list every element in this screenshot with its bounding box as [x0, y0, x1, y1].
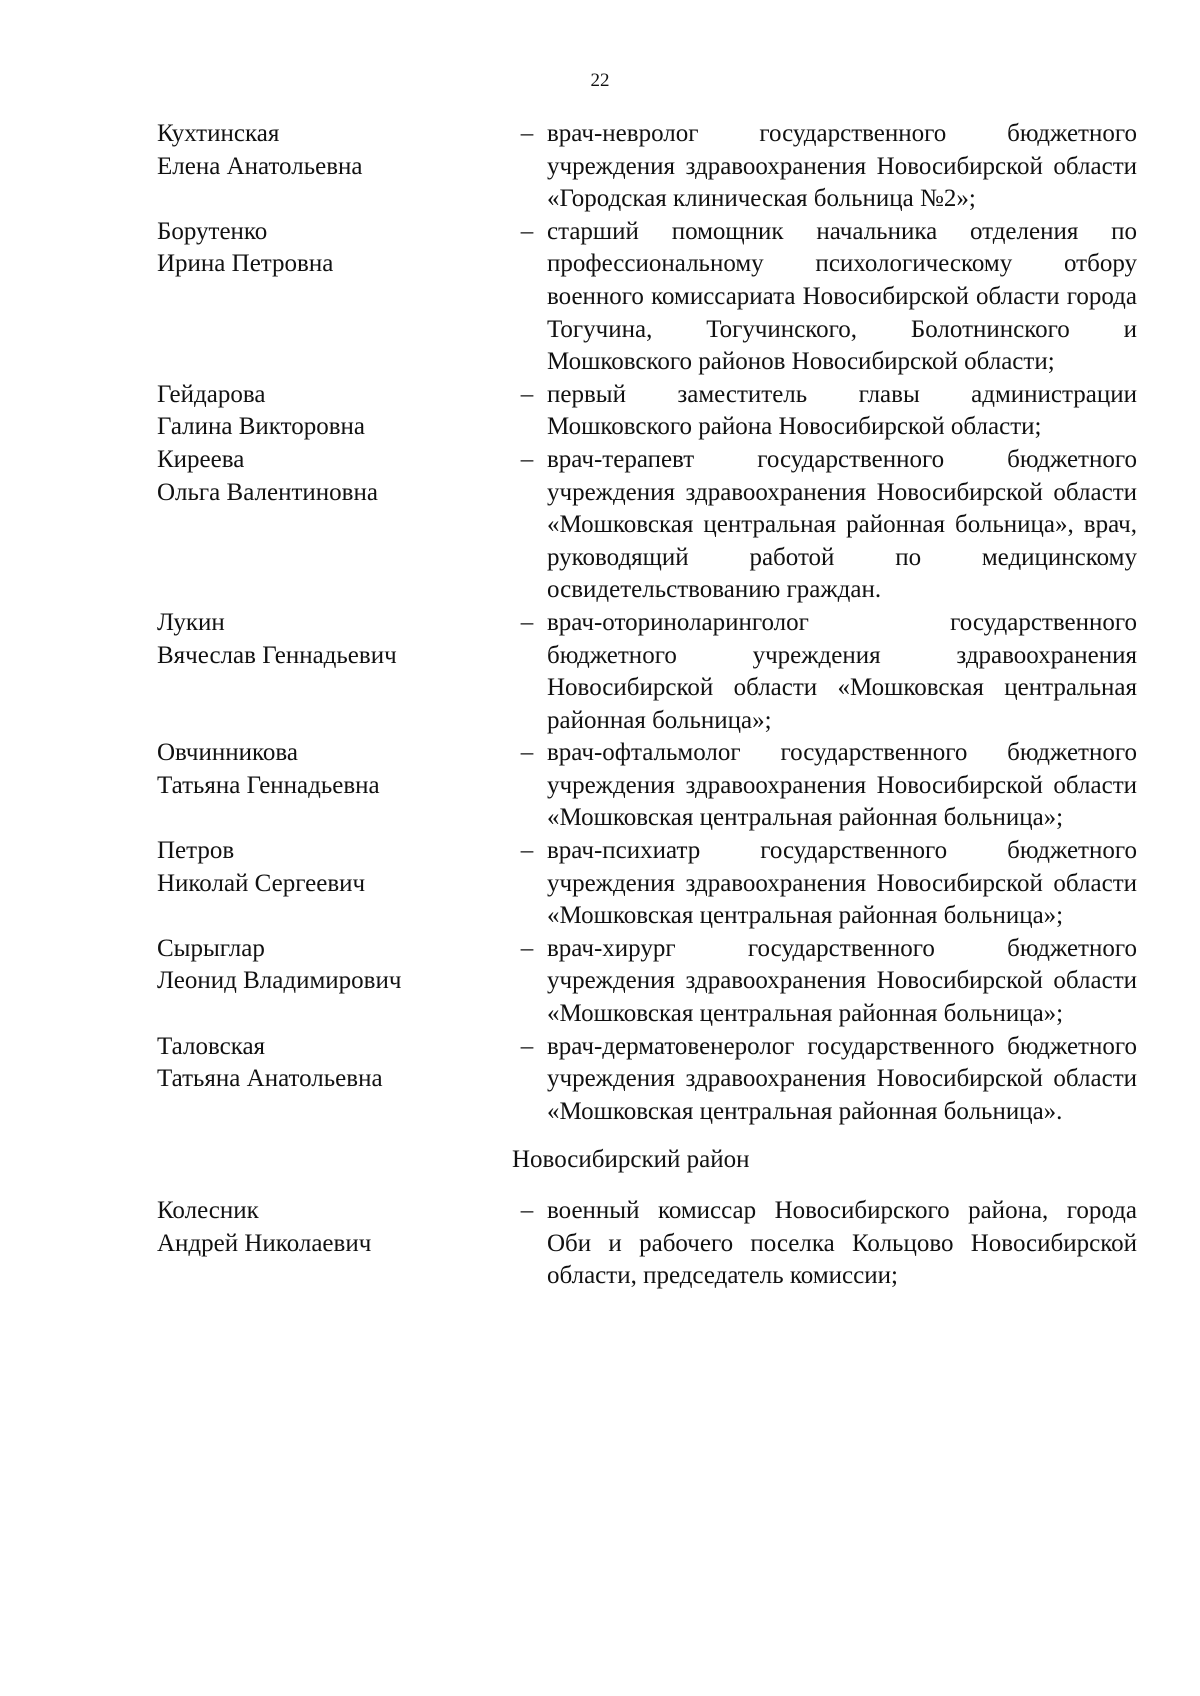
member-surname: Сырыглар — [157, 934, 265, 962]
member-entry-syryglar — [157, 933, 1141, 1031]
member-given-names: Елена Анатольевна — [157, 152, 363, 180]
member-position: врач-терапевт государственного бюджетного учреждения здравоохранения Новосибирской области «Мошковская центральная районная больница», врач, руководящий работой по медицинскому освидетельствованию граждан. — [547, 445, 1137, 604]
member-name — [157, 379, 507, 444]
dash-separator: – — [520, 445, 534, 473]
section-heading-novosibirsk-district: Новосибирский район — [512, 1146, 750, 1174]
member-surname: Гейдарова — [157, 380, 266, 408]
member-entry-kireeva — [157, 444, 1141, 607]
member-entry-ovchinnikova — [157, 737, 1141, 835]
member-given-names: Андрей Николаевич — [157, 1229, 372, 1257]
dash-separator: – — [520, 217, 534, 245]
dash-separator: – — [520, 739, 534, 767]
member-position: военный комиссар Новосибирского района, города Оби и рабочего поселка Кольцово Новосибирской области, председатель комиссии; — [547, 1197, 1137, 1290]
member-entry-kukhtinskaya — [157, 118, 1141, 216]
member-name — [157, 607, 507, 737]
member-position: врач-психиатр государственного бюджетного учреждения здравоохранения Новосибирской области «Мошковская центральная районная больница»; — [547, 837, 1137, 930]
member-surname: Борутенко — [157, 217, 268, 245]
member-name — [157, 216, 507, 379]
dash-separator: – — [520, 1032, 534, 1060]
member-surname: Овчинникова — [157, 739, 298, 767]
member-given-names: Ольга Валентиновна — [157, 478, 378, 506]
member-given-names: Вячеслав Геннадьевич — [157, 641, 397, 669]
member-surname: Лукин — [157, 608, 225, 636]
member-name — [157, 933, 507, 1031]
dash-separator: – — [520, 608, 534, 636]
member-entry-lukin — [157, 607, 1141, 737]
page-number: 22 — [590, 70, 610, 91]
member-position: врач-дерматовенеролог государственного бюджетного учреждения здравоохранения Новосибирской области «Мошковская центральная районная больница». — [547, 1032, 1137, 1125]
member-name — [157, 1195, 507, 1293]
dash-separator: – — [520, 380, 534, 408]
member-surname: Кухтинская — [157, 120, 280, 147]
member-given-names: Ирина Петровна — [157, 250, 334, 278]
member-entry-talovskaya — [157, 1031, 1141, 1129]
member-surname: Колесник — [157, 1197, 259, 1224]
member-given-names: Татьяна Анатольевна — [157, 1065, 383, 1093]
member-given-names: Леонид Владимирович — [157, 967, 402, 995]
dash-separator: – — [520, 120, 534, 147]
member-name — [157, 737, 507, 835]
member-name — [157, 835, 507, 933]
member-entry-kolesnik — [157, 1195, 1141, 1293]
member-given-names: Николай Сергеевич — [157, 869, 366, 897]
commission-member-list — [157, 118, 1141, 1293]
member-position: первый заместитель главы администрации Мошковского района Новосибирской области; — [547, 380, 1137, 441]
dash-separator: – — [520, 934, 534, 962]
member-name — [157, 444, 507, 607]
member-given-names: Татьяна Геннадьевна — [157, 771, 380, 799]
member-given-names: Галина Викторовна — [157, 413, 365, 441]
member-entry-petrov — [157, 835, 1141, 933]
member-name — [157, 1031, 507, 1129]
member-position: врач-хирург государственного бюджетного учреждения здравоохранения Новосибирской области «Мошковская центральная районная больница»; — [547, 934, 1137, 1028]
member-surname: Петров — [157, 837, 235, 865]
member-position: врач-невролог государственного бюджетного учреждения здравоохранения Новосибирской области «Городская клиническая больница №2»; — [547, 120, 1137, 213]
member-position: старший помощник начальника отделения по профессиональному психологическому отбору военного комиссариата Новосибирской области города Тогучина, Тогучинского, Болотнинского и Мошковского районов Новосибирской области; — [547, 217, 1137, 376]
member-entry-borutenko — [157, 216, 1141, 379]
member-name — [157, 118, 507, 216]
member-position: врач-оториноларинголог государственного бюджетного учреждения здравоохранения Новосибирской области «Мошковская центральная районная больница»; — [547, 608, 1137, 734]
member-surname: Киреева — [157, 445, 245, 473]
member-position: врач-офтальмолог государственного бюджетного учреждения здравоохранения Новосибирской области «Мошковская центральная районная больница»; — [547, 739, 1137, 832]
member-entry-geydarova — [157, 379, 1141, 444]
dash-separator: – — [520, 837, 534, 865]
member-surname: Таловская — [157, 1032, 266, 1060]
dash-separator: – — [520, 1197, 534, 1224]
